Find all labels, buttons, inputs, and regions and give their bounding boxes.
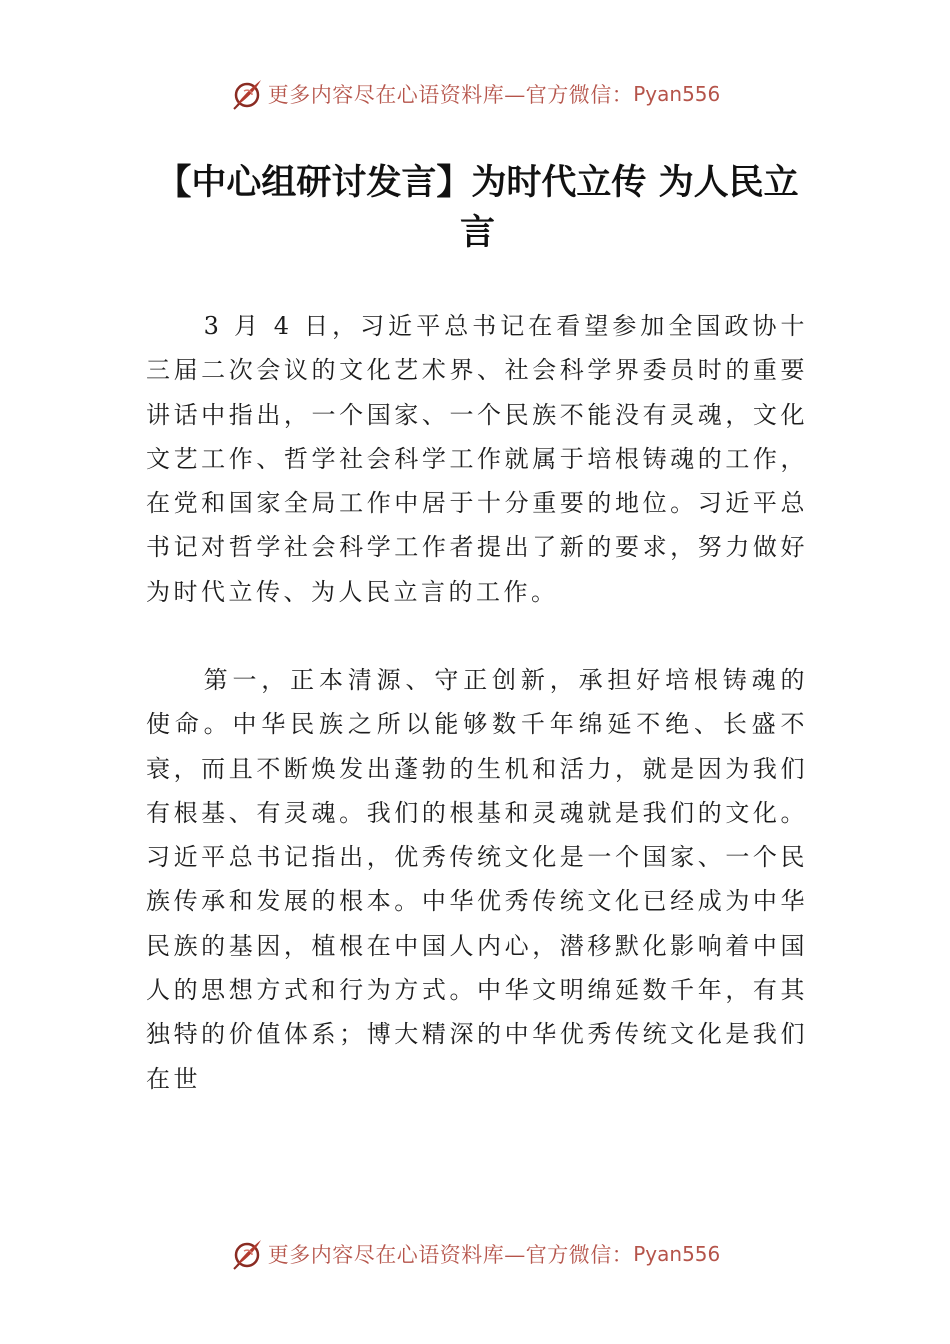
footer-watermark <box>0 1234 950 1274</box>
body-paragraph-1: 3 月 4 日，习近平总书记在看望参加全国政协十三届二次会议的文化艺术界、社会科学界委员时的重要讲话中指出，一个国家、一个民族不能没有灵魂，文化文艺工作、哲学社会科学工作就属于培根铸魂的工作，在党和国家全局工作中居于十分重要的地位。习近平总书记对哲学社会科学工作者提出了新的要求，努力做好为时代立传、为人民立言的工作。 <box>146 312 808 606</box>
header-watermark <box>0 74 950 114</box>
watermark-text: 更多内容尽在心语资料库—官方微信： <box>267 1243 634 1267</box>
body-paragraph-2: 第一，正本清源、守正创新，承担好培根铸魂的使命。中华民族之所以能够数千年绵延不绝、长盛不衰，而且不断焕发出蓬勃的生机和活力，就是因为我们有根基、有灵魂。我们的根基和灵魂就是我们的文化。习近平总书记指出，优秀传统文化是一个国家、一个民族传承和发展的根本。中华优秀传统文化已经成为中华民族的基因，植根在中国人内心，潜移默化影响着中国人的思想方式和行为方式。中华文明绵延数千年，有其独特的价值体系；博大精深的中华优秀传统文化是我们在世 <box>146 666 808 1093</box>
feather-logo-icon <box>230 1237 264 1271</box>
watermark-wechat-id: Pyan556 <box>633 82 721 106</box>
document-title: 【中心组研讨发言】为时代立传 为人民立言 <box>156 163 799 253</box>
feather-logo-icon <box>230 77 264 111</box>
watermark-wechat-id: Pyan556 <box>633 1242 721 1266</box>
watermark-text: 更多内容尽在心语资料库—官方微信： <box>267 83 634 107</box>
